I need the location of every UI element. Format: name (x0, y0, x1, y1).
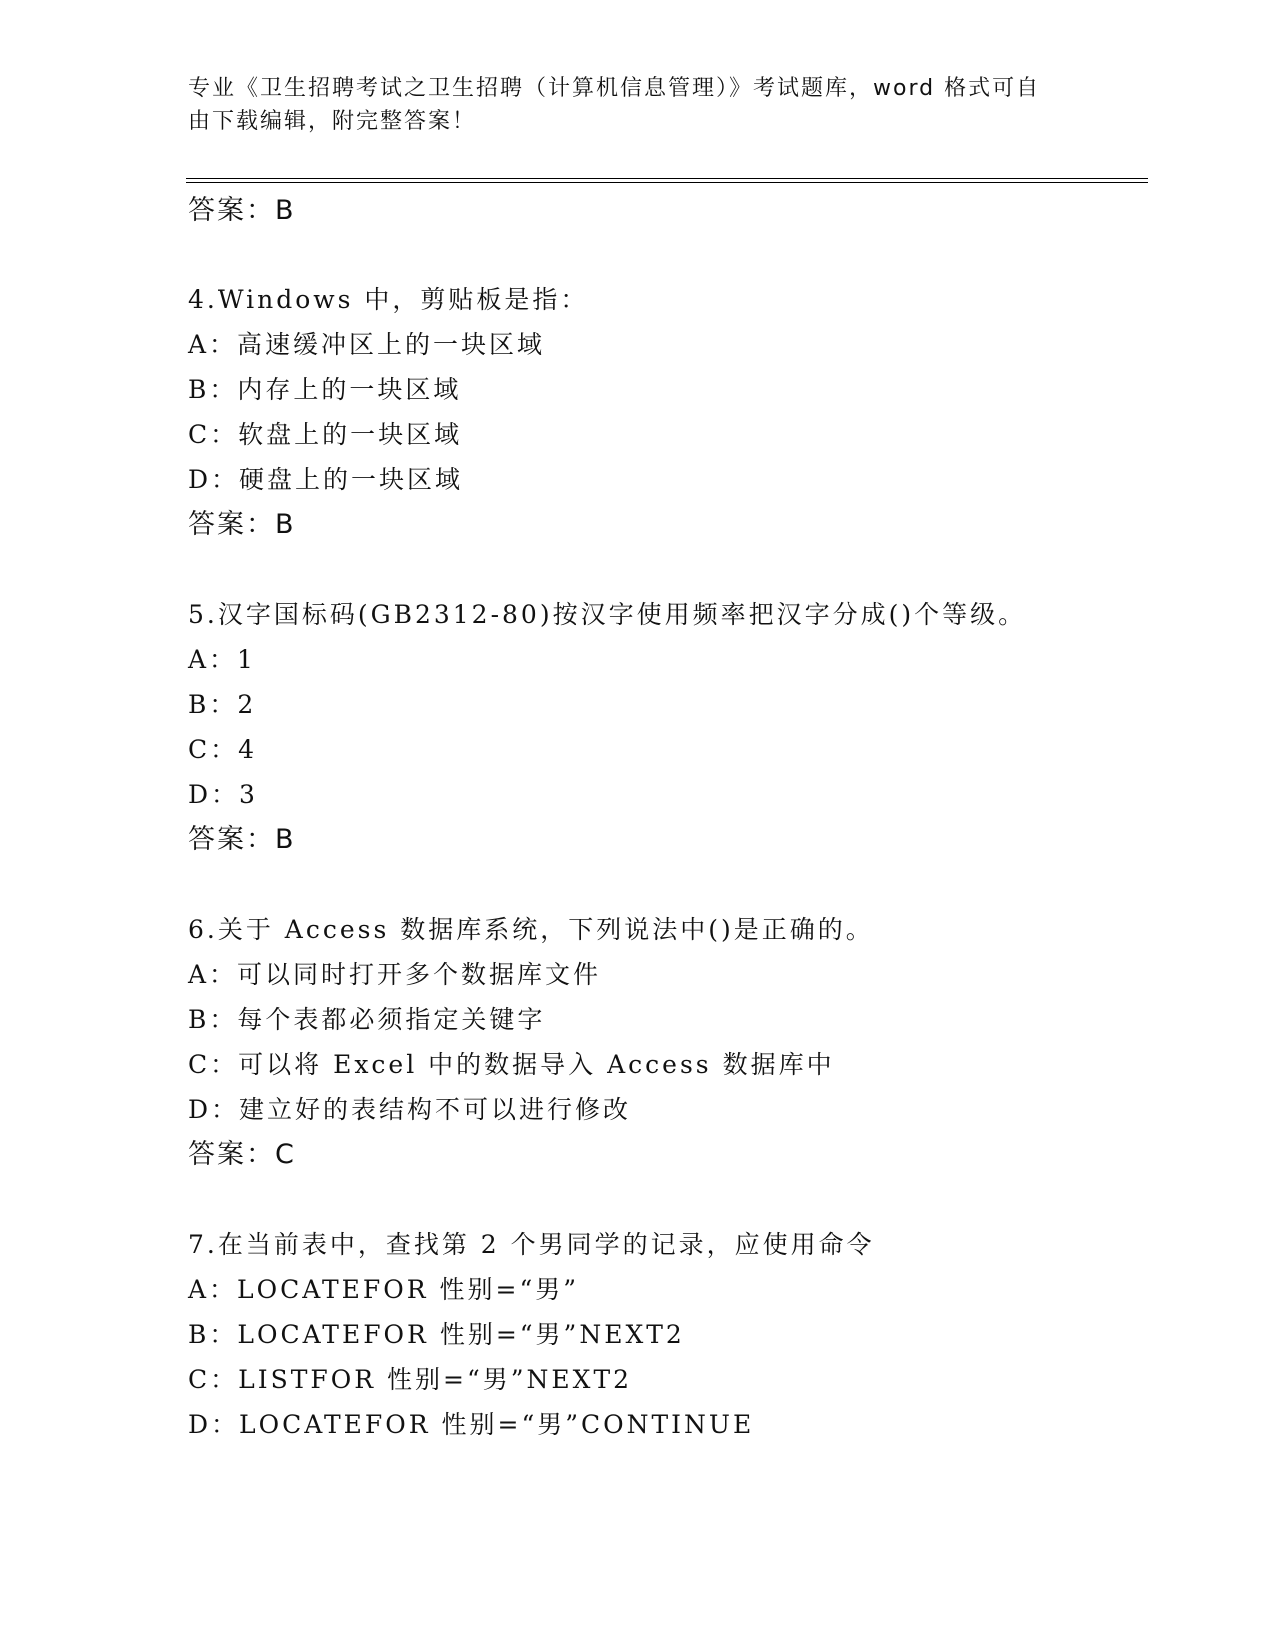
question-stem: 6.关于 Access 数据库系统，下列说法中()是正确的。 (188, 915, 874, 944)
option-a: A：LOCATEFOR 性别=“男” (188, 1275, 580, 1304)
question-6 (188, 907, 874, 1177)
question-stem: 4.Windows 中，剪贴板是指： (188, 285, 589, 314)
option-a: A：可以同时打开多个数据库文件 (188, 960, 602, 989)
header-line-1: 专业《卫生招聘考试之卫生招聘（计算机信息管理）》考试题库，word 格式可自 (188, 76, 1041, 101)
answer-line: 答案：B (188, 195, 296, 226)
header-divider-bottom (186, 182, 1148, 183)
option-a: A：1 (188, 645, 256, 674)
question-stem: 5.汉字国标码(GB2312-80)按汉字使用频率把汉字分成()个等级。 (188, 600, 1027, 629)
answer-line: 答案：B (188, 509, 296, 540)
question-stem: 7.在当前表中，查找第 2 个男同学的记录，应使用命令 (188, 1230, 875, 1259)
option-c: C：可以将 Excel 中的数据导入 Access 数据库中 (188, 1050, 835, 1079)
option-d: D：硬盘上的一块区域 (188, 465, 464, 494)
option-d: D：LOCATEFOR 性别=“男”CONTINUE (188, 1410, 755, 1439)
option-c: C：LISTFOR 性别=“男”NEXT2 (188, 1365, 633, 1394)
answer-line: 答案：B (188, 824, 296, 855)
answer-line: 答案：C (188, 1139, 296, 1170)
option-d: D：3 (188, 780, 258, 809)
option-c: C：4 (188, 735, 258, 764)
document-header (188, 72, 1068, 138)
option-b: B：LOCATEFOR 性别=“男”NEXT2 (188, 1320, 685, 1349)
question-7 (188, 1222, 875, 1447)
option-b: B：每个表都必须指定关键字 (188, 1005, 546, 1034)
option-b: B：2 (188, 690, 257, 719)
option-d: D：建立好的表结构不可以进行修改 (188, 1095, 632, 1124)
header-divider-top (186, 178, 1148, 179)
header-line-2: 由下载编辑，附完整答案！ (188, 109, 477, 134)
option-a: A：高速缓冲区上的一块区域 (188, 330, 546, 359)
option-b: B：内存上的一块区域 (188, 375, 462, 404)
question-5 (188, 592, 1026, 862)
previous-answer-block (188, 188, 296, 233)
question-4 (188, 277, 588, 547)
option-c: C：软盘上的一块区域 (188, 420, 463, 449)
